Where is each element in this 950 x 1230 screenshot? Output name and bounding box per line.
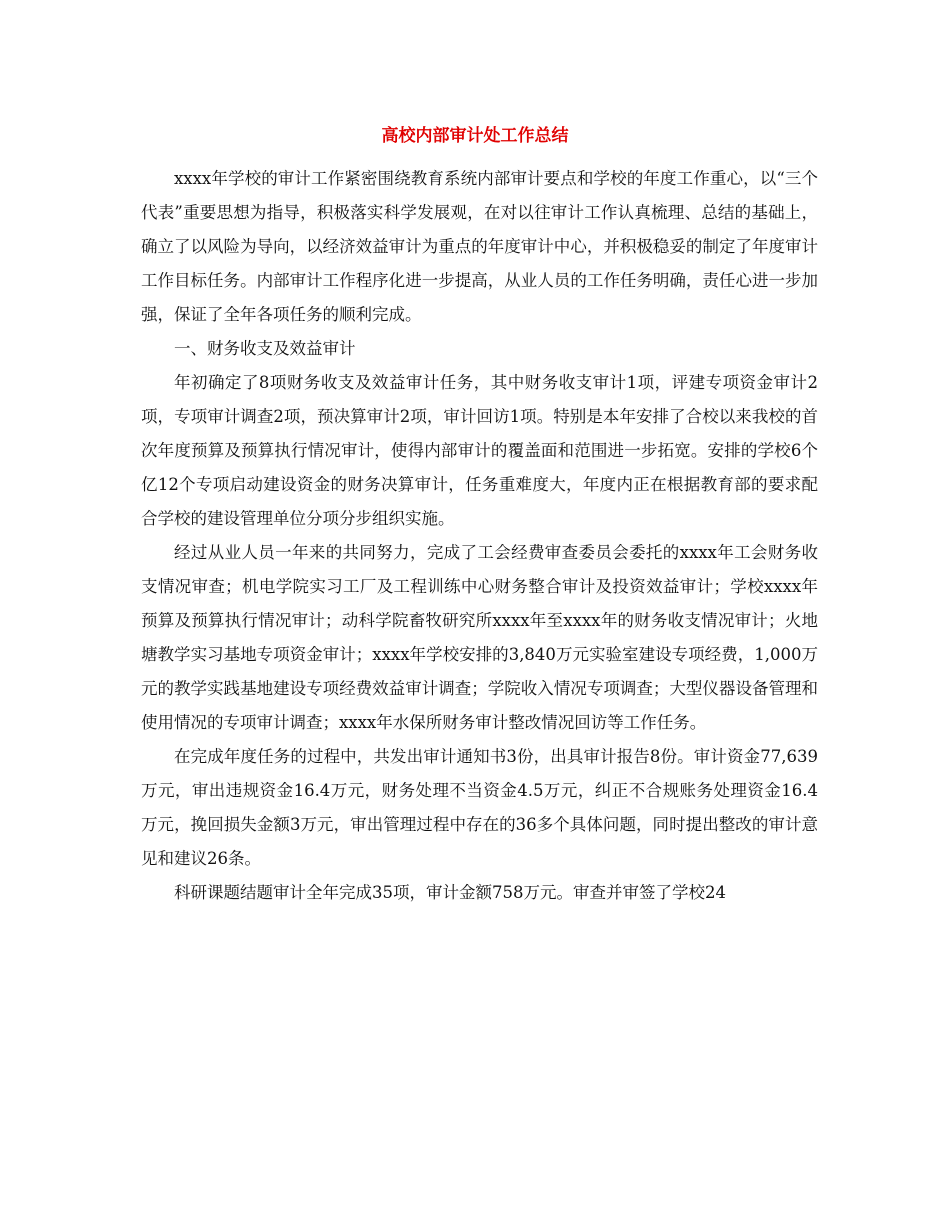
- document-title: 高校内部审计处工作总结: [381, 126, 569, 146]
- section-heading-1: 一、财务收支及效益审计: [174, 339, 356, 358]
- paragraph-statistics: 在完成年度任务的过程中，共发出审计通知书3份，出具审计报告8份。审计资金77,639万元，审出违规资金16.4万元，财务处理不当资金4.5万元，纠正不合规账务处理资金16.4万元，挽回损失金额3万元，审出管理过程中存在的36多个具体问题，同时提出整改的审计意见和建议26条。: [141, 747, 818, 868]
- paragraph-tasks: 年初确定了8项财务收支及效益审计任务，其中财务收支审计1项，评建专项资金审计2项，专项审计调查2项，预决算审计2项，审计回访1项。特别是本年安排了合校以来我校的首次年度预算及预算执行情况审计，使得内部审计的覆盖面和范围进一步拓宽。安排的学校6个亿12个专项启动建设资金的财务决算审计，任务重难度大，年度内正在根据教育部的要求配合学校的建设管理单位分项分步组织实施。: [141, 373, 818, 528]
- paragraph-research-audit: 科研课题结题审计全年完成35项，审计金额758万元。审查并审签了学校24: [174, 883, 726, 902]
- document-body: [141, 162, 818, 910]
- paragraph-intro: xxxx年学校的审计工作紧密围绕教育系统内部审计要点和学校的年度工作重心，以“三个代表”重要思想为指导，积极落实科学发展观，在对以往审计工作认真梳理、总结的基础上，确立了以风险为导向，以经济效益审计为重点的年度审计中心，并积极稳妥的制定了年度审计工作目标任务。内部审计工作程序化进一步提高，从业人员的工作任务明确，责任心进一步加强，保证了全年各项任务的顺利完成。: [141, 169, 818, 324]
- paragraph-completed-work: 经过从业人员一年来的共同努力，完成了工会经费审查委员会委托的xxxx年工会财务收支情况审查；机电学院实习工厂及工程训练中心财务整合审计及投资效益审计；学校xxxx年预算及预算执行情况审计；动科学院畜牧研究所xxxx年至xxxx年的财务收支情况审计；火地塘教学实习基地专项资金审计；xxxx年学校安排的3,840万元实验室建设专项经费，1,000万元的教学实践基地建设专项经费效益审计调查；学院收入情况专项调查；大型仪器设备管理和使用情况的专项审计调查；xxxx年水保所财务审计整改情况回访等工作任务。: [141, 543, 818, 732]
